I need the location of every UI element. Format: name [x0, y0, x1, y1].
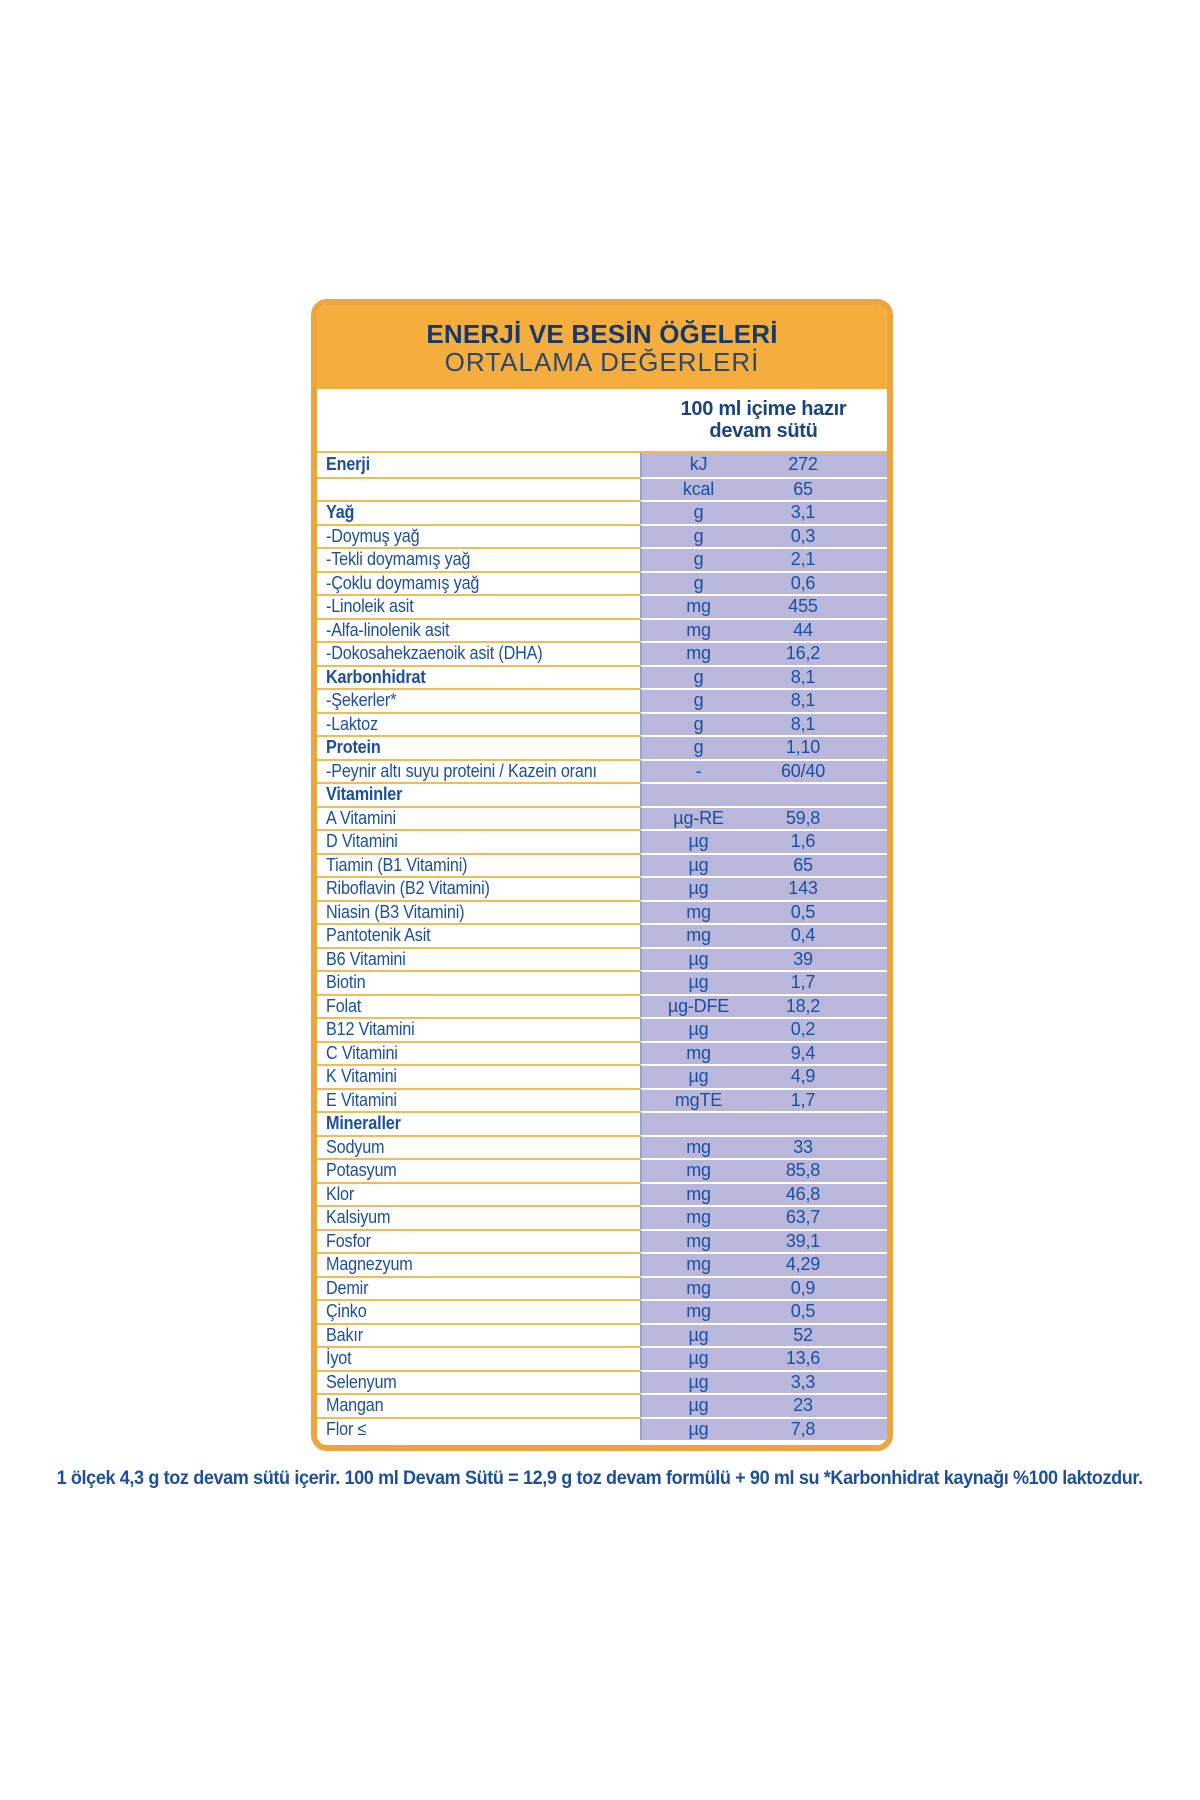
table-row [317, 806, 887, 830]
nutrient-label: Riboflavin (B2 Vitamini) [317, 876, 640, 900]
nutrition-table [311, 299, 893, 1451]
table-subtitle: ORTALAMA DEĞERLERİ [444, 347, 760, 378]
table-row [317, 712, 887, 736]
table-row [317, 853, 887, 877]
table-row [317, 477, 887, 501]
table-row [317, 571, 887, 595]
nutrient-label: Enerji [317, 453, 640, 477]
table-row [317, 1064, 887, 1088]
nutrient-label: Protein [317, 735, 640, 759]
nutrient-value: 8,1 [755, 712, 887, 736]
nutrient-value: 85,8 [755, 1158, 887, 1182]
nutrient-unit: µg [640, 1064, 755, 1088]
nutrient-unit: g [640, 712, 755, 736]
table-row [317, 641, 887, 665]
nutrient-value: 1,7 [755, 1088, 887, 1112]
table-body [317, 451, 887, 1445]
nutrient-label: Magnezyum [317, 1252, 640, 1276]
nutrient-unit: mg [640, 1135, 755, 1159]
table-row [317, 1299, 887, 1323]
table-row [317, 453, 887, 477]
nutrient-label: Mineraller [317, 1111, 640, 1135]
nutrient-value: 143 [755, 876, 887, 900]
nutrient-unit: mg [640, 923, 755, 947]
nutrient-unit: g [640, 735, 755, 759]
nutrient-value: 1,7 [755, 970, 887, 994]
table-row [317, 1417, 887, 1441]
nutrient-value: 0,9 [755, 1276, 887, 1300]
nutrient-label: Mangan [317, 1393, 640, 1417]
nutrient-value: 8,1 [755, 665, 887, 689]
column-header-row [317, 389, 887, 451]
nutrient-unit: g [640, 665, 755, 689]
nutrient-label: Karbonhidrat [317, 665, 640, 689]
table-row [317, 618, 887, 642]
nutrient-value: 0,5 [755, 1299, 887, 1323]
table-row [317, 1229, 887, 1253]
table-row [317, 735, 887, 759]
table-row [317, 547, 887, 571]
nutrition-table-header [317, 305, 887, 389]
nutrient-unit: mg [640, 1041, 755, 1065]
nutrient-value: 272 [755, 453, 887, 477]
nutrient-label: Folat [317, 994, 640, 1018]
nutrient-unit: µg [640, 1346, 755, 1370]
nutrient-unit: mg [640, 1299, 755, 1323]
table-row [317, 876, 887, 900]
nutrient-label: -Alfa-linolenik asit [317, 618, 640, 642]
nutrient-unit [640, 782, 755, 806]
nutrient-unit: - [640, 759, 755, 783]
nutrient-unit: mg [640, 1182, 755, 1206]
nutrient-value: 9,4 [755, 1041, 887, 1065]
nutrient-label: Biotin [317, 970, 640, 994]
nutrient-value: 33 [755, 1135, 887, 1159]
nutrient-value: 23 [755, 1393, 887, 1417]
table-row [317, 1158, 887, 1182]
nutrient-value: 52 [755, 1323, 887, 1347]
nutrient-value: 59,8 [755, 806, 887, 830]
nutrient-label: Selenyum [317, 1370, 640, 1394]
table-row [317, 1088, 887, 1112]
nutrient-value [755, 1111, 887, 1135]
nutrient-unit: µg [640, 876, 755, 900]
table-row [317, 994, 887, 1018]
nutrient-unit: g [640, 524, 755, 548]
table-row [317, 923, 887, 947]
nutrient-unit [640, 1111, 755, 1135]
table-row [317, 1252, 887, 1276]
table-row [317, 665, 887, 689]
table-row [317, 1370, 887, 1394]
nutrient-value: 0,4 [755, 923, 887, 947]
column-header [640, 398, 887, 442]
nutrient-label: Potasyum [317, 1158, 640, 1182]
nutrient-unit: mg [640, 1205, 755, 1229]
nutrient-label: Demir [317, 1276, 640, 1300]
nutrient-value: 0,3 [755, 524, 887, 548]
nutrient-value: 1,10 [755, 735, 887, 759]
nutrient-value: 0,5 [755, 900, 887, 924]
nutrient-value: 0,2 [755, 1017, 887, 1041]
footnote-text: 1 ölçek 4,3 g toz devam sütü içerir. 100 ml Devam Sütü = 12,9 g toz devam formülü + 90 ml su *Karbonhidrat kaynağı %100 laktozdur. [56, 1468, 1144, 1489]
nutrient-value [755, 782, 887, 806]
nutrient-value: 7,8 [755, 1417, 887, 1441]
nutrient-label: Flor ≤ [317, 1417, 640, 1441]
table-row [317, 782, 887, 806]
nutrient-unit: mg [640, 1158, 755, 1182]
table-row [317, 1205, 887, 1229]
nutrient-value: 455 [755, 594, 887, 618]
nutrient-label: -Laktoz [317, 712, 640, 736]
nutrient-unit: µg [640, 1017, 755, 1041]
nutrient-unit: µg [640, 970, 755, 994]
nutrient-label: Sodyum [317, 1135, 640, 1159]
nutrient-label: Çinko [317, 1299, 640, 1323]
nutrient-value: 65 [755, 853, 887, 877]
nutrient-label: A Vitamini [317, 806, 640, 830]
table-row [317, 1346, 887, 1370]
nutrient-value: 3,1 [755, 500, 887, 524]
nutrient-value: 65 [755, 477, 887, 501]
table-row [317, 1041, 887, 1065]
nutrient-unit: g [640, 688, 755, 712]
nutrient-label: -Şekerler* [317, 688, 640, 712]
nutrient-label: C Vitamini [317, 1041, 640, 1065]
table-row [317, 1182, 887, 1206]
nutrient-label [317, 477, 640, 501]
nutrient-label: Fosfor [317, 1229, 640, 1253]
nutrient-unit: µg-DFE [640, 994, 755, 1018]
nutrient-value: 2,1 [755, 547, 887, 571]
nutrient-value: 44 [755, 618, 887, 642]
table-row [317, 900, 887, 924]
nutrient-label: Tiamin (B1 Vitamini) [317, 853, 640, 877]
nutrient-label: Niasin (B3 Vitamini) [317, 900, 640, 924]
nutrient-unit: mg [640, 618, 755, 642]
nutrient-unit: kcal [640, 477, 755, 501]
table-row [317, 500, 887, 524]
table-row [317, 1111, 887, 1135]
nutrient-label: K Vitamini [317, 1064, 640, 1088]
nutrient-label: D Vitamini [317, 829, 640, 853]
nutrient-unit: g [640, 547, 755, 571]
nutrient-unit: µg [640, 1393, 755, 1417]
nutrient-value: 13,6 [755, 1346, 887, 1370]
nutrient-label: Yağ [317, 500, 640, 524]
nutrient-unit: mg [640, 641, 755, 665]
table-row [317, 594, 887, 618]
nutrient-unit: mgTE [640, 1088, 755, 1112]
nutrient-value: 1,6 [755, 829, 887, 853]
nutrient-value: 4,29 [755, 1252, 887, 1276]
nutrient-value: 18,2 [755, 994, 887, 1018]
table-row [317, 759, 887, 783]
table-title: ENERJİ VE BESİN ÖĞELERİ [426, 318, 778, 349]
nutrient-label: -Tekli doymamış yağ [317, 547, 640, 571]
nutrient-unit: µg [640, 1323, 755, 1347]
nutrient-unit: g [640, 571, 755, 595]
nutrient-unit: µg [640, 853, 755, 877]
nutrient-label: -Çoklu doymamış yağ [317, 571, 640, 595]
nutrient-label: Pantotenik Asit [317, 923, 640, 947]
nutrient-label: İyot [317, 1346, 640, 1370]
nutrient-unit: µg [640, 1370, 755, 1394]
nutrient-label: Bakır [317, 1323, 640, 1347]
table-row [317, 688, 887, 712]
nutrient-unit: µg [640, 947, 755, 971]
nutrient-label: B6 Vitamini [317, 947, 640, 971]
column-header-line2: devam sütü [709, 420, 818, 442]
nutrient-unit: kJ [640, 453, 755, 477]
nutrient-value: 39 [755, 947, 887, 971]
nutrient-label: -Linoleik asit [317, 594, 640, 618]
nutrient-label: Vitaminler [317, 782, 640, 806]
table-row [317, 1135, 887, 1159]
nutrient-value: 16,2 [755, 641, 887, 665]
table-row [317, 970, 887, 994]
nutrient-unit: µg [640, 829, 755, 853]
nutrient-unit: mg [640, 900, 755, 924]
footnote [0, 1468, 1200, 1490]
nutrient-unit: mg [640, 1252, 755, 1276]
nutrient-unit: mg [640, 594, 755, 618]
nutrient-value: 3,3 [755, 1370, 887, 1394]
nutrient-value: 63,7 [755, 1205, 887, 1229]
nutrient-unit: µg-RE [640, 806, 755, 830]
nutrient-value: 0,6 [755, 571, 887, 595]
nutrient-unit: g [640, 500, 755, 524]
table-row [317, 829, 887, 853]
nutrient-unit: µg [640, 1417, 755, 1441]
nutrient-unit: mg [640, 1276, 755, 1300]
table-row [317, 1017, 887, 1041]
table-row [317, 1323, 887, 1347]
column-header-line1: 100 ml içime hazır [680, 398, 847, 420]
table-row [317, 1276, 887, 1300]
nutrient-unit: mg [640, 1229, 755, 1253]
nutrient-value: 4,9 [755, 1064, 887, 1088]
table-row [317, 947, 887, 971]
nutrient-label: Kalsiyum [317, 1205, 640, 1229]
nutrient-value: 46,8 [755, 1182, 887, 1206]
nutrient-value: 60/40 [755, 759, 887, 783]
nutrient-value: 39,1 [755, 1229, 887, 1253]
table-row [317, 524, 887, 548]
nutrient-label: -Peynir altı suyu proteini / Kazein oranı [317, 759, 640, 783]
nutrient-label: B12 Vitamini [317, 1017, 640, 1041]
nutrient-label: Klor [317, 1182, 640, 1206]
table-row [317, 1393, 887, 1417]
nutrient-label: -Doymuş yağ [317, 524, 640, 548]
nutrient-value: 8,1 [755, 688, 887, 712]
nutrient-label: -Dokosahekzaenoik asit (DHA) [317, 641, 640, 665]
nutrient-label: E Vitamini [317, 1088, 640, 1112]
